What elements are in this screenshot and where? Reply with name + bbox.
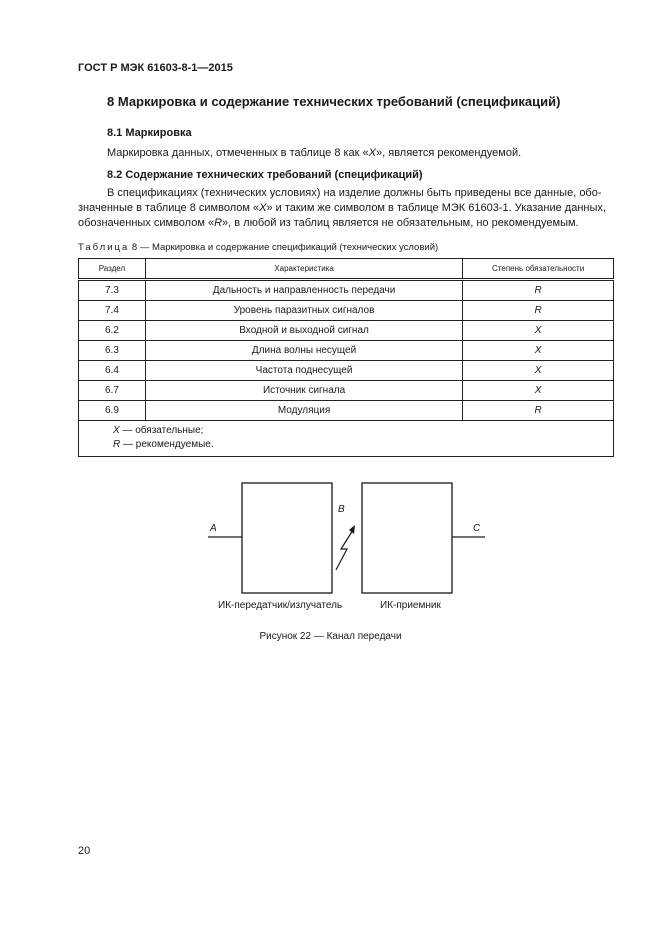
paragraph-line [78, 201, 614, 216]
specs-paragraph [78, 186, 614, 231]
cell-level: X [463, 321, 614, 341]
note-symbol: R [113, 439, 121, 450]
caption-word: Таблица [78, 242, 130, 253]
receiver-label: ИК-приемник [380, 600, 441, 611]
cell-level: X [463, 341, 614, 361]
caption-text: 8 — Маркировка и содержание спецификаций (технических условий) [131, 242, 439, 253]
cell-characteristic: Дальность и направленность передачи [145, 280, 462, 301]
note-text: — обязательные; [119, 425, 204, 436]
table-row [79, 361, 614, 381]
cell-section: 6.2 [79, 321, 146, 341]
note-line [113, 438, 613, 452]
cell-level: X [463, 361, 614, 381]
cell-section: 7.4 [79, 301, 146, 321]
table-row [79, 280, 614, 301]
note-symbol: X [113, 425, 120, 436]
paragraph-line [78, 216, 614, 231]
cell-characteristic: Уровень паразитных сигналов [145, 301, 462, 321]
cell-characteristic: Входной и выходной сигнал [145, 321, 462, 341]
cell-section: 6.3 [79, 341, 146, 361]
table-notes [79, 421, 614, 457]
receiver-box [362, 483, 452, 593]
transmitter-box [242, 483, 332, 593]
cell-section: 6.4 [79, 361, 146, 381]
symbol: R [214, 217, 223, 229]
cell-level: X [463, 381, 614, 401]
header-section: Раздел [79, 259, 146, 280]
subsection-title-specs: 8.2 Содержание технических требований (спецификаций) [107, 169, 423, 181]
ir-signal-icon [336, 525, 355, 570]
cell-characteristic: Длина волны несущей [145, 341, 462, 361]
spec-table [78, 258, 614, 457]
table-notes-row [79, 421, 614, 457]
table-row [79, 381, 614, 401]
table-caption [78, 242, 438, 253]
label-a: A [210, 523, 217, 534]
subsection-title-marking: 8.1 Маркировка [107, 127, 192, 139]
figure-caption: Рисунок 22 — Канал передачи [259, 631, 402, 642]
table-row [79, 301, 614, 321]
symbol: X [368, 147, 377, 159]
document-header: ГОСТ Р МЭК 61603-8-1—2015 [78, 62, 233, 74]
section-title: 8 Маркировка и содержание технических требований (спецификаций) [107, 94, 561, 109]
cell-section: 6.7 [79, 381, 146, 401]
label-c: C [473, 523, 481, 534]
text: обозначенных символом « [78, 217, 215, 229]
transmission-channel-diagram [200, 478, 500, 608]
note-text: — рекомендуемые. [120, 439, 214, 450]
cell-section: 6.9 [79, 401, 146, 421]
paragraph-line: В спецификациях (технических условиях) на изделие должны быть приведены все данные, обо- [107, 187, 602, 199]
marking-paragraph [107, 146, 521, 161]
text: » и таким же символом в таблице МЭК 61603-1. Указание данных, [266, 202, 606, 214]
table-header-row [79, 259, 614, 280]
table-row [79, 321, 614, 341]
page-number: 20 [78, 845, 91, 857]
header-level: Степень обязательности [463, 259, 614, 280]
label-b: B [338, 504, 345, 515]
table-row [79, 401, 614, 421]
text: значенные в таблице 8 символом « [78, 202, 260, 214]
text: », в любой из таблиц является не обязательным, но рекомендуемым. [222, 217, 579, 229]
text: », является рекомендуемой. [376, 147, 522, 159]
cell-characteristic: Модуляция [145, 401, 462, 421]
note-line [113, 424, 613, 438]
transmitter-label: ИК-передатчик/излучатель [218, 600, 343, 611]
cell-level: R [463, 401, 614, 421]
text: Маркировка данных, отмеченных в таблице 8 как « [107, 147, 369, 159]
cell-characteristic: Частота поднесущей [145, 361, 462, 381]
cell-section: 7.3 [79, 280, 146, 301]
cell-level: R [463, 280, 614, 301]
header-characteristic: Характеристика [145, 259, 462, 280]
table-row [79, 341, 614, 361]
symbol: X [259, 202, 267, 214]
cell-level: R [463, 301, 614, 321]
cell-characteristic: Источник сигнала [145, 381, 462, 401]
